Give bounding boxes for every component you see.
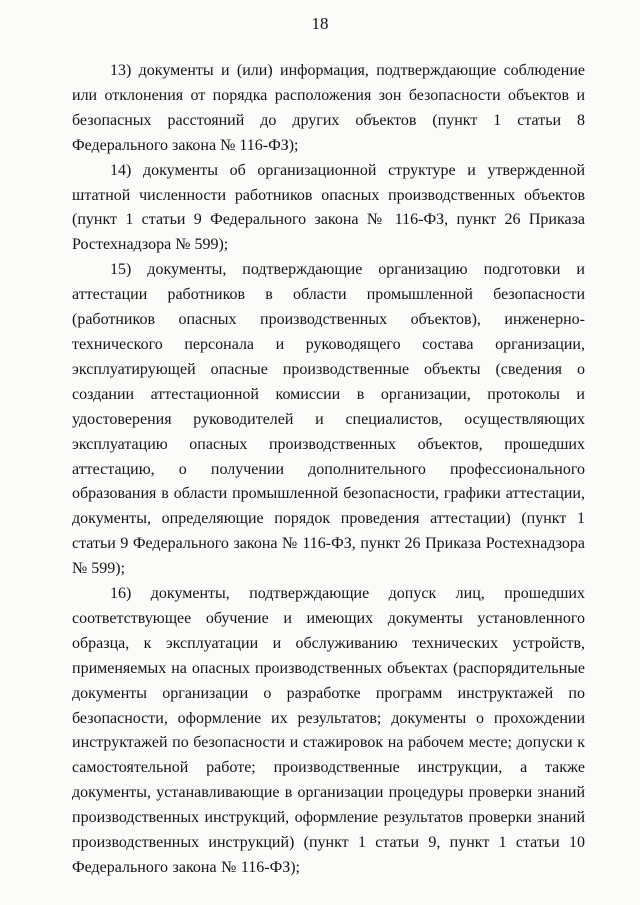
list-item-14: 14) документы об организационной структуре и утвержденной штатной численности работников опасных производственных объектов (пункт 1 статьи 9 Федерального закона № 116-ФЗ, пункт 26 Приказа Ростехнадзора № 599);	[72, 161, 585, 254]
list-item-13: 13) документы и (или) информация, подтверждающие соблюдение или отклонения от порядка расположения зон безопасности объектов и безопасных расстояний до других объектов (пункт 1 статьи 8 Федерального закона № 116-ФЗ);	[72, 62, 585, 154]
page-number: 18	[311, 14, 329, 33]
list-item-16: 16) документы, подтверждающие допуск лиц, прошедших соответствующее обучение и имеющих документы установленного образца, к эксплуатации и обслуживанию технических устройств, применяемых на опасных производственных объектах (распорядительные документы организации о разработке программ инструктажей по безопасности, оформление их результатов; документы о прохождении инструктажей по безопасности и стажировок на рабочем месте; допуски к самостоятельной работе; производственные инструкции, а также документы, устанавливающие в организации процедуры проверки знаний производственных инструкций, оформление результатов проверки знаний производственных инструкций) (пункт 1 статьи 9, пункт 1 статьи 10 Федерального закона № 116-ФЗ);	[72, 585, 585, 876]
document-body	[72, 59, 585, 881]
list-item-15: 15) документы, подтверждающие организацию подготовки и аттестации работников в области промышленной безопасности (работников опасных производственных объектов), инженерно-технического персонала и руководящего состава организации, эксплуатирующей опасные производственные объекты (сведения о создании аттестационной комиссии в организации, протоколы и удостоверения руководителей и специалистов, осуществляющих эксплуатацию опасных производственных объектов, прошедших аттестацию, о получении дополнительного профессионального образования в области промышленной безопасности, графики аттестации, документы, определяющие порядок проведения аттестации) (пункт 1 статьи 9 Федерального закона № 116-ФЗ, пункт 26 Приказа Ростехнадзора № 599);	[72, 261, 585, 578]
